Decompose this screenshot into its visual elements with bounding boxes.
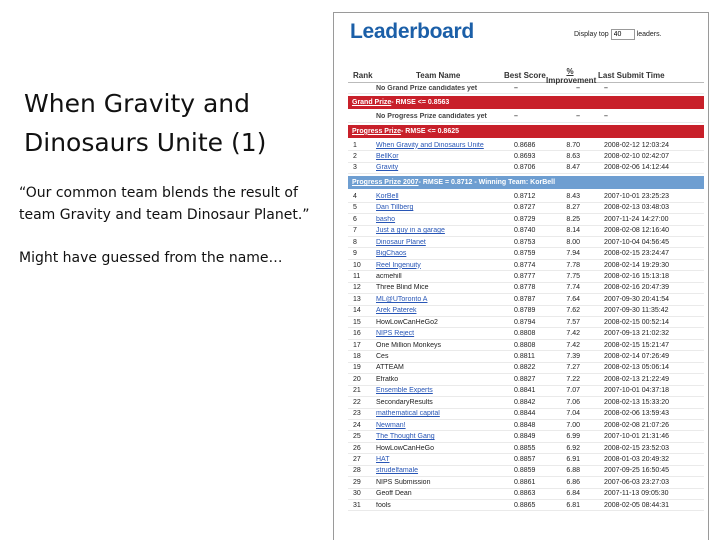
- table-row: [348, 248, 704, 259]
- table-row: [348, 237, 704, 248]
- rank-cell: 13: [353, 295, 361, 303]
- team-name-cell[interactable]: BigChaos: [376, 250, 407, 258]
- improvement-cell: 8.27: [566, 204, 580, 212]
- rank-cell: 12: [353, 284, 361, 292]
- improvement-cell: 6.92: [566, 444, 580, 452]
- last-submit-cell: 2007-11-24 14:27:00: [604, 215, 669, 223]
- slide-quote: “Our common team blends the result of team Gravity and team Dinosaur Planet.”: [19, 185, 310, 223]
- last-submit-cell: 2008-02-16 15:13:18: [604, 272, 669, 280]
- rank-cell: 2: [353, 153, 357, 161]
- progress-prize-2007-band: [348, 176, 704, 189]
- best-score-cell: 0.8789: [514, 307, 536, 315]
- slide-title-line-1: When Gravity and: [24, 89, 251, 118]
- table-row: [348, 151, 704, 162]
- rank-cell: 7: [353, 227, 357, 235]
- leaderboard-title: Leaderboard: [350, 20, 474, 43]
- display-top-control: [574, 29, 662, 40]
- progress-prize-link[interactable]: Progress Prize: [352, 127, 402, 135]
- rank-cell: 25: [353, 433, 361, 441]
- best-score-cell: 0.8822: [514, 364, 536, 372]
- main-rows: [348, 191, 704, 511]
- progress-note-time: –: [604, 113, 608, 121]
- best-score-cell: 0.8759: [514, 250, 536, 258]
- improvement-cell: 7.39: [566, 353, 580, 361]
- rank-cell: 5: [353, 204, 357, 212]
- best-score-cell: 0.8849: [514, 433, 536, 441]
- improvement-cell: 7.74: [566, 284, 580, 292]
- improvement-cell: 7.94: [566, 250, 580, 258]
- last-submit-cell: 2008-02-13 05:06:14: [604, 364, 669, 372]
- team-name-cell[interactable]: strudelfamale: [376, 467, 419, 475]
- slide-remark: Might have guessed from the name…: [19, 250, 283, 266]
- best-score-cell: 0.8777: [514, 272, 536, 280]
- improvement-cell: 7.78: [566, 261, 580, 269]
- progress-prize-threshold: - RMSE <= 0.8625: [401, 127, 460, 135]
- rank-cell: 22: [353, 398, 361, 406]
- table-row: [348, 328, 704, 339]
- slide-body: [19, 183, 319, 292]
- last-submit-cell: 2008-02-06 13:59:43: [604, 410, 669, 418]
- team-name-cell[interactable]: When Gravity and Dinosaurs Unite: [376, 141, 484, 149]
- best-score-cell: 0.8686: [514, 141, 536, 149]
- last-submit-cell: 2007-10-01 21:31:46: [604, 433, 669, 441]
- team-name-cell[interactable]: KorBell: [376, 192, 399, 200]
- best-score-cell: 0.8857: [514, 455, 536, 463]
- grand-prize-link[interactable]: Grand Prize: [352, 99, 392, 107]
- col-best-score-header[interactable]: Best Score: [504, 71, 546, 80]
- last-submit-cell: 2008-02-10 02:42:07: [604, 153, 669, 161]
- last-submit-cell: 2008-02-08 21:07:26: [604, 421, 669, 429]
- best-score-cell: 0.8861: [514, 478, 536, 486]
- improvement-cell: 8.70: [566, 141, 580, 149]
- table-row: [348, 397, 704, 408]
- team-name-cell: acmehill: [376, 272, 402, 280]
- table-row: [348, 191, 704, 202]
- table-row: [348, 163, 704, 174]
- last-submit-cell: 2007-06-03 23:27:03: [604, 478, 669, 486]
- best-score-cell: 0.8842: [514, 398, 536, 406]
- col-team-header[interactable]: Team Name: [416, 71, 461, 80]
- best-score-cell: 0.8729: [514, 215, 536, 223]
- team-name-cell[interactable]: The Thought Gang: [376, 433, 435, 441]
- table-row: [348, 294, 704, 305]
- rank-cell: 18: [353, 353, 361, 361]
- rank-cell: 17: [353, 341, 361, 349]
- best-score-cell: 0.8712: [514, 192, 536, 200]
- table-row: [348, 317, 704, 328]
- last-submit-cell: 2008-02-15 23:24:47: [604, 250, 669, 258]
- last-submit-cell: 2007-10-01 04:37:18: [604, 387, 669, 395]
- improvement-cell: 7.64: [566, 295, 580, 303]
- last-submit-cell: 2008-02-16 20:47:39: [604, 284, 669, 292]
- rank-cell: 23: [353, 410, 361, 418]
- team-name-cell[interactable]: NIPS Reject: [376, 330, 415, 338]
- improvement-cell: 7.42: [566, 330, 580, 338]
- leaderboard-header: [334, 13, 708, 63]
- team-name-cell[interactable]: Ensemble Experts: [376, 387, 433, 395]
- improvement-cell: 7.00: [566, 421, 580, 429]
- grand-note-imp: –: [576, 84, 580, 92]
- best-score-cell: 0.8863: [514, 490, 536, 498]
- best-score-cell: 0.8827: [514, 375, 536, 383]
- team-name-cell: Geoff Dean: [376, 490, 412, 498]
- improvement-cell: 7.57: [566, 318, 580, 326]
- improvement-cell: 8.43: [566, 192, 580, 200]
- rank-cell: 6: [353, 215, 357, 223]
- display-prefix: Display top: [574, 31, 609, 38]
- team-name-cell[interactable]: ML@UToronto A: [376, 295, 428, 303]
- improvement-cell: 7.42: [566, 341, 580, 349]
- team-name-cell: fools: [376, 501, 391, 509]
- team-name-cell: Ces: [376, 353, 389, 361]
- team-name-cell[interactable]: Newman!: [376, 421, 406, 429]
- col-improvement-header[interactable]: [546, 66, 597, 85]
- team-name-cell: Three Blind Mice: [376, 284, 429, 292]
- table-row: [348, 283, 704, 294]
- best-score-cell: 0.8778: [514, 284, 536, 292]
- last-submit-cell: 2008-02-13 15:33:20: [604, 398, 669, 406]
- best-score-cell: 0.8727: [514, 204, 536, 212]
- last-submit-cell: 2008-02-13 21:22:49: [604, 375, 669, 383]
- progress-prize-note-row: [348, 111, 704, 122]
- rank-cell: 24: [353, 421, 361, 429]
- rank-cell: 9: [353, 250, 357, 258]
- best-score-cell: 0.8855: [514, 444, 536, 452]
- team-name-cell: NIPS Submission: [376, 478, 431, 486]
- table-row: [348, 271, 704, 282]
- column-header-row: [348, 66, 704, 85]
- improvement-cell: 8.25: [566, 215, 580, 223]
- table-row: [348, 409, 704, 420]
- improvement-cell: 7.75: [566, 272, 580, 280]
- rank-cell: 16: [353, 330, 361, 338]
- team-name-cell[interactable]: mathematical capital: [376, 410, 440, 418]
- display-suffix: leaders.: [636, 31, 662, 38]
- table-row: [348, 203, 704, 214]
- leaderboard-table: [348, 66, 704, 511]
- team-name-cell[interactable]: Just a guy in a garage: [376, 227, 445, 235]
- rank-cell: 21: [353, 387, 361, 395]
- rank-cell: 29: [353, 478, 361, 486]
- progress-prize-band: [348, 125, 704, 138]
- improvement-cell: 8.14: [566, 227, 580, 235]
- last-submit-cell: 2008-01-03 20:49:32: [604, 455, 669, 463]
- table-row: [348, 454, 704, 465]
- best-score-cell: 0.8706: [514, 164, 536, 172]
- last-submit-cell: 2007-09-25 16:50:45: [604, 467, 669, 475]
- best-score-cell: 0.8844: [514, 410, 536, 418]
- last-submit-cell: 2007-09-30 11:35:42: [604, 307, 669, 315]
- leaderboard-panel: [333, 12, 709, 540]
- best-score-cell: 0.8753: [514, 238, 536, 246]
- improvement-cell: 7.27: [566, 364, 580, 372]
- last-submit-cell: 2007-10-01 23:25:23: [604, 192, 669, 200]
- table-row: [348, 500, 704, 511]
- last-submit-cell: 2008-02-14 07:26:49: [604, 353, 669, 361]
- improvement-cell: 6.84: [566, 490, 580, 498]
- col-rank-header[interactable]: Rank: [353, 71, 373, 80]
- last-submit-cell: 2008-02-12 12:03:24: [604, 141, 669, 149]
- rank-cell: 8: [353, 238, 357, 246]
- improvement-cell: 8.47: [566, 164, 580, 172]
- rank-cell: 4: [353, 192, 357, 200]
- best-score-cell: 0.8774: [514, 261, 536, 269]
- rank-cell: 27: [353, 455, 361, 463]
- table-row: [348, 351, 704, 362]
- best-score-cell: 0.8848: [514, 421, 536, 429]
- table-row: [348, 431, 704, 442]
- team-name-cell[interactable]: basho: [376, 215, 396, 223]
- best-score-cell: 0.8811: [514, 353, 535, 361]
- improvement-cell: 7.04: [566, 410, 580, 418]
- rank-cell: 20: [353, 375, 361, 383]
- slide-title-line-2: Dinosaurs Unite (1): [24, 128, 267, 157]
- rank-cell: 11: [353, 272, 361, 280]
- last-submit-cell: 2008-02-15 15:21:47: [604, 341, 669, 349]
- rank-cell: 10: [353, 261, 361, 269]
- rank-cell: 19: [353, 364, 361, 372]
- col-last-submit-header[interactable]: Last Submit Time: [598, 71, 665, 80]
- team-name-cell[interactable]: Dinosaur Planet: [376, 238, 426, 246]
- progress-prize-2007-info: - RMSE = 0.8712 - Winning Team: KorBell: [418, 179, 556, 187]
- last-submit-cell: 2008-02-05 08:44:31: [604, 501, 669, 509]
- last-submit-cell: 2007-10-04 04:56:45: [604, 238, 669, 246]
- percent-link[interactable]: %: [566, 66, 574, 76]
- table-row: [348, 466, 704, 477]
- rank-cell: 31: [353, 501, 361, 509]
- improvement-cell: 8.00: [566, 238, 580, 246]
- grand-prize-band: [348, 96, 704, 109]
- table-row: [348, 306, 704, 317]
- grand-prize-note-row: [348, 83, 704, 94]
- team-name-cell[interactable]: Reel Ingenuity: [376, 261, 421, 269]
- last-submit-cell: 2007-11-13 09:05:30: [604, 490, 669, 498]
- last-submit-cell: 2007-09-30 20:41:54: [604, 295, 669, 303]
- progress-note-text: No Progress Prize candidates yet: [376, 113, 487, 121]
- grand-note-time: –: [604, 84, 608, 92]
- col-improvement-label: Improvement: [546, 75, 597, 85]
- grand-note-score: –: [514, 84, 518, 92]
- table-row: [348, 340, 704, 351]
- table-row: [348, 140, 704, 151]
- best-score-cell: 0.8794: [514, 318, 536, 326]
- progress-prize-2007-link[interactable]: Progress Prize 2007: [352, 179, 419, 187]
- improvement-cell: 6.81: [566, 501, 580, 509]
- table-row: [348, 226, 704, 237]
- improvement-cell: 6.86: [566, 478, 580, 486]
- improvement-cell: 6.99: [566, 433, 580, 441]
- team-name-cell: HowLowCanHeGo: [376, 444, 434, 452]
- last-submit-cell: 2008-02-06 14:12:44: [604, 164, 669, 172]
- last-submit-cell: 2007-09-13 21:02:32: [604, 330, 669, 338]
- rank-cell: 30: [353, 490, 361, 498]
- table-row: [348, 420, 704, 431]
- team-name-cell[interactable]: Gravity: [376, 164, 399, 172]
- best-score-cell: 0.8841: [514, 387, 536, 395]
- rank-cell: 3: [353, 164, 357, 172]
- team-name-cell: HowLowCanHeGo2: [376, 318, 438, 326]
- table-row: [348, 386, 704, 397]
- improvement-cell: 6.91: [566, 455, 580, 463]
- last-submit-cell: 2008-02-14 19:29:30: [604, 261, 669, 269]
- improvement-cell: 7.06: [566, 398, 580, 406]
- rank-cell: 26: [353, 444, 361, 452]
- best-score-cell: 0.8740: [514, 227, 536, 235]
- team-name-cell: SecondaryResults: [376, 398, 433, 406]
- table-row: [348, 443, 704, 454]
- best-score-cell: 0.8859: [514, 467, 536, 475]
- last-submit-cell: 2008-02-13 03:48:03: [604, 204, 669, 212]
- rank-cell: 1: [353, 141, 357, 149]
- team-name-cell[interactable]: Arek Paterek: [376, 307, 417, 315]
- best-score-cell: 0.8808: [514, 330, 536, 338]
- rank-cell: 14: [353, 307, 361, 315]
- last-submit-cell: 2008-02-15 00:52:14: [604, 318, 669, 326]
- grand-prize-threshold: - RMSE <= 0.8563: [391, 99, 450, 107]
- progress-note-imp: –: [576, 113, 580, 121]
- table-row: [348, 260, 704, 271]
- table-row: [348, 477, 704, 488]
- table-row: [348, 489, 704, 500]
- improvement-cell: 7.07: [566, 387, 580, 395]
- improvement-cell: 6.88: [566, 467, 580, 475]
- improvement-cell: 8.63: [566, 153, 580, 161]
- team-name-cell: Efratko: [376, 375, 399, 383]
- best-score-cell: 0.8787: [514, 295, 536, 303]
- slide-title: [24, 84, 314, 162]
- best-score-cell: 0.8865: [514, 501, 536, 509]
- top-rows: [348, 140, 704, 174]
- best-score-cell: 0.8808: [514, 341, 536, 349]
- team-name-cell[interactable]: Dan Tillberg: [376, 204, 414, 212]
- display-count-input[interactable]: [611, 29, 635, 40]
- improvement-cell: 7.22: [566, 375, 580, 383]
- last-submit-cell: 2008-02-08 12:16:40: [604, 227, 669, 235]
- progress-note-score: –: [514, 113, 518, 121]
- improvement-cell: 7.62: [566, 307, 580, 315]
- table-row: [348, 374, 704, 385]
- team-name-cell[interactable]: BellKor: [376, 153, 399, 161]
- best-score-cell: 0.8693: [514, 153, 536, 161]
- grand-note-text: No Grand Prize candidates yet: [376, 84, 478, 92]
- last-submit-cell: 2008-02-15 23:52:03: [604, 444, 669, 452]
- table-row: [348, 363, 704, 374]
- team-name-cell[interactable]: HAT: [376, 455, 390, 463]
- rank-cell: 28: [353, 467, 361, 475]
- team-name-cell: ATTEAM: [376, 364, 404, 372]
- rank-cell: 15: [353, 318, 361, 326]
- table-row: [348, 214, 704, 225]
- team-name-cell: One Million Monkeys: [376, 341, 441, 349]
